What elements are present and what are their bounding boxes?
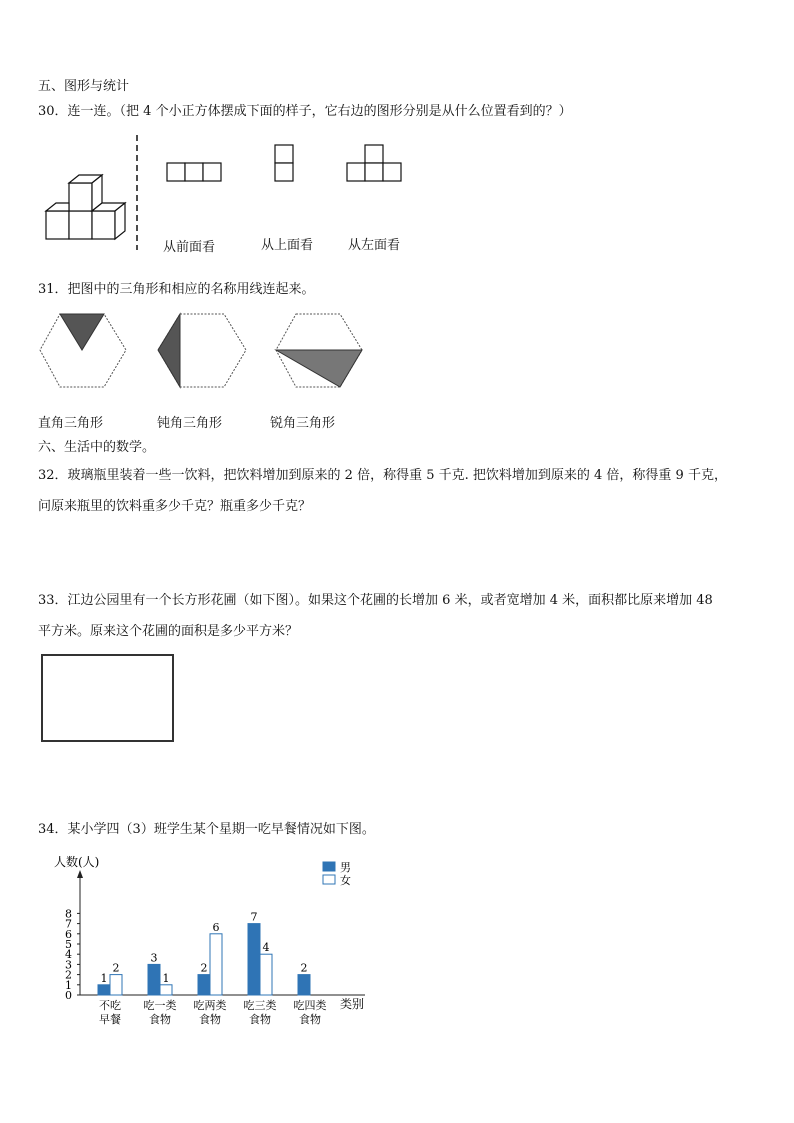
label-top-view: 从上面看 bbox=[261, 238, 314, 253]
y-tick-label: 8 bbox=[65, 907, 72, 921]
chart-legend bbox=[323, 861, 351, 887]
question-32-line-2: 问原来瓶里的饮料重多少千克？瓶重多少千克？ bbox=[38, 499, 312, 514]
y-tick-label: 7 bbox=[65, 917, 72, 931]
bar-value-label: 2 bbox=[200, 961, 208, 975]
question-33-line-1: 33．江边公园里有一个长方形花圃（如下图）。如果这个花圃的长增加 6 米，或者宽增加 4 米，面积都比原来增加 48 bbox=[38, 593, 713, 608]
hexagon-acute-triangle bbox=[276, 314, 362, 387]
bar-value-label: 4 bbox=[262, 941, 270, 955]
bar-value-label: 2 bbox=[112, 961, 120, 975]
category-label: 食物 bbox=[149, 1013, 171, 1026]
chart-category-labels bbox=[99, 998, 327, 1026]
question-31-text: 31．把图中的三角形和相应的名称用线连起来。 bbox=[38, 282, 315, 297]
bar bbox=[248, 924, 260, 995]
breakfast-bar-chart bbox=[40, 850, 380, 1030]
bar bbox=[298, 975, 310, 995]
legend-label: 男 bbox=[340, 861, 351, 874]
bar-value-label: 7 bbox=[250, 910, 258, 924]
front-view-shape bbox=[167, 163, 221, 181]
bar bbox=[210, 934, 222, 995]
bar-value-label: 6 bbox=[212, 920, 220, 934]
bar-value-label: 1 bbox=[162, 971, 170, 985]
category-label: 不吃 bbox=[99, 999, 121, 1012]
y-tick-label: 5 bbox=[65, 938, 72, 951]
left-view-shape bbox=[347, 145, 401, 181]
category-label: 食物 bbox=[299, 1013, 321, 1026]
bar bbox=[110, 975, 122, 995]
legend-label: 女 bbox=[340, 874, 351, 887]
bar bbox=[160, 985, 172, 995]
label-left-view: 从左面看 bbox=[348, 238, 401, 253]
category-label: 吃三类 bbox=[243, 999, 277, 1012]
bar-value-label: 1 bbox=[100, 971, 108, 985]
section-6-title: 六、生活中的数学。 bbox=[38, 440, 156, 455]
bar bbox=[260, 954, 272, 995]
label-acute-triangle: 锐角三角形 bbox=[270, 416, 336, 431]
category-label: 吃两类 bbox=[193, 999, 227, 1012]
chart-bars bbox=[98, 911, 310, 995]
chart-xlabel: 类别 bbox=[340, 997, 365, 1011]
y-tick-label: 3 bbox=[65, 958, 72, 972]
legend-swatch bbox=[323, 875, 335, 884]
cube-stack-drawing bbox=[46, 175, 125, 239]
category-label: 吃四类 bbox=[293, 999, 327, 1012]
y-tick-label: 0 bbox=[65, 989, 72, 1002]
bar-value-label: 3 bbox=[150, 951, 158, 965]
bar bbox=[98, 985, 110, 995]
category-label: 食物 bbox=[199, 1013, 221, 1026]
top-view-shape bbox=[275, 145, 293, 181]
y-axis-arrow bbox=[77, 870, 83, 878]
chart-ylabel: 人数(人) bbox=[54, 855, 100, 869]
label-obtuse-triangle: 钝角三角形 bbox=[157, 416, 223, 431]
category-label: 吃一类 bbox=[143, 999, 177, 1012]
label-right-triangle: 直角三角形 bbox=[38, 416, 104, 431]
bar bbox=[148, 964, 160, 995]
y-tick-label: 4 bbox=[65, 948, 72, 962]
label-front-view: 从前面看 bbox=[163, 240, 216, 255]
question-30-text: 30．连一连。（把 4 个小正方体摆成下面的样子，它右边的图形分别是从什么位置看到的？） bbox=[38, 104, 572, 119]
hexagon-right-triangle bbox=[40, 314, 126, 387]
hexagon-obtuse-triangle bbox=[158, 314, 246, 387]
question-34-text: 34．某小学四（3）班学生某个星期一吃早餐情况如下图。 bbox=[38, 822, 375, 837]
question-32-line-1: 32．玻璃瓶里装着一些一饮料，把饮料增加到原来的 2 倍，称得重 5 千克. 把饮料增加到原来的 4 倍，称得重 9 千克， bbox=[38, 468, 727, 483]
category-label: 食物 bbox=[249, 1013, 271, 1026]
bar-value-label: 2 bbox=[300, 961, 308, 975]
hexagon-triangles-figure bbox=[38, 312, 378, 392]
question-33-line-2: 平方米。原来这个花圃的面积是多少平方米？ bbox=[38, 624, 299, 639]
y-tick-label: 6 bbox=[65, 927, 72, 941]
y-tick-label: 2 bbox=[65, 968, 72, 982]
category-label: 早餐 bbox=[99, 1013, 121, 1026]
section-5-title: 五、图形与统计 bbox=[38, 79, 130, 94]
bar bbox=[198, 975, 210, 995]
legend-swatch bbox=[323, 862, 335, 871]
y-tick-label: 1 bbox=[65, 978, 72, 992]
flower-bed-rectangle bbox=[41, 654, 174, 742]
